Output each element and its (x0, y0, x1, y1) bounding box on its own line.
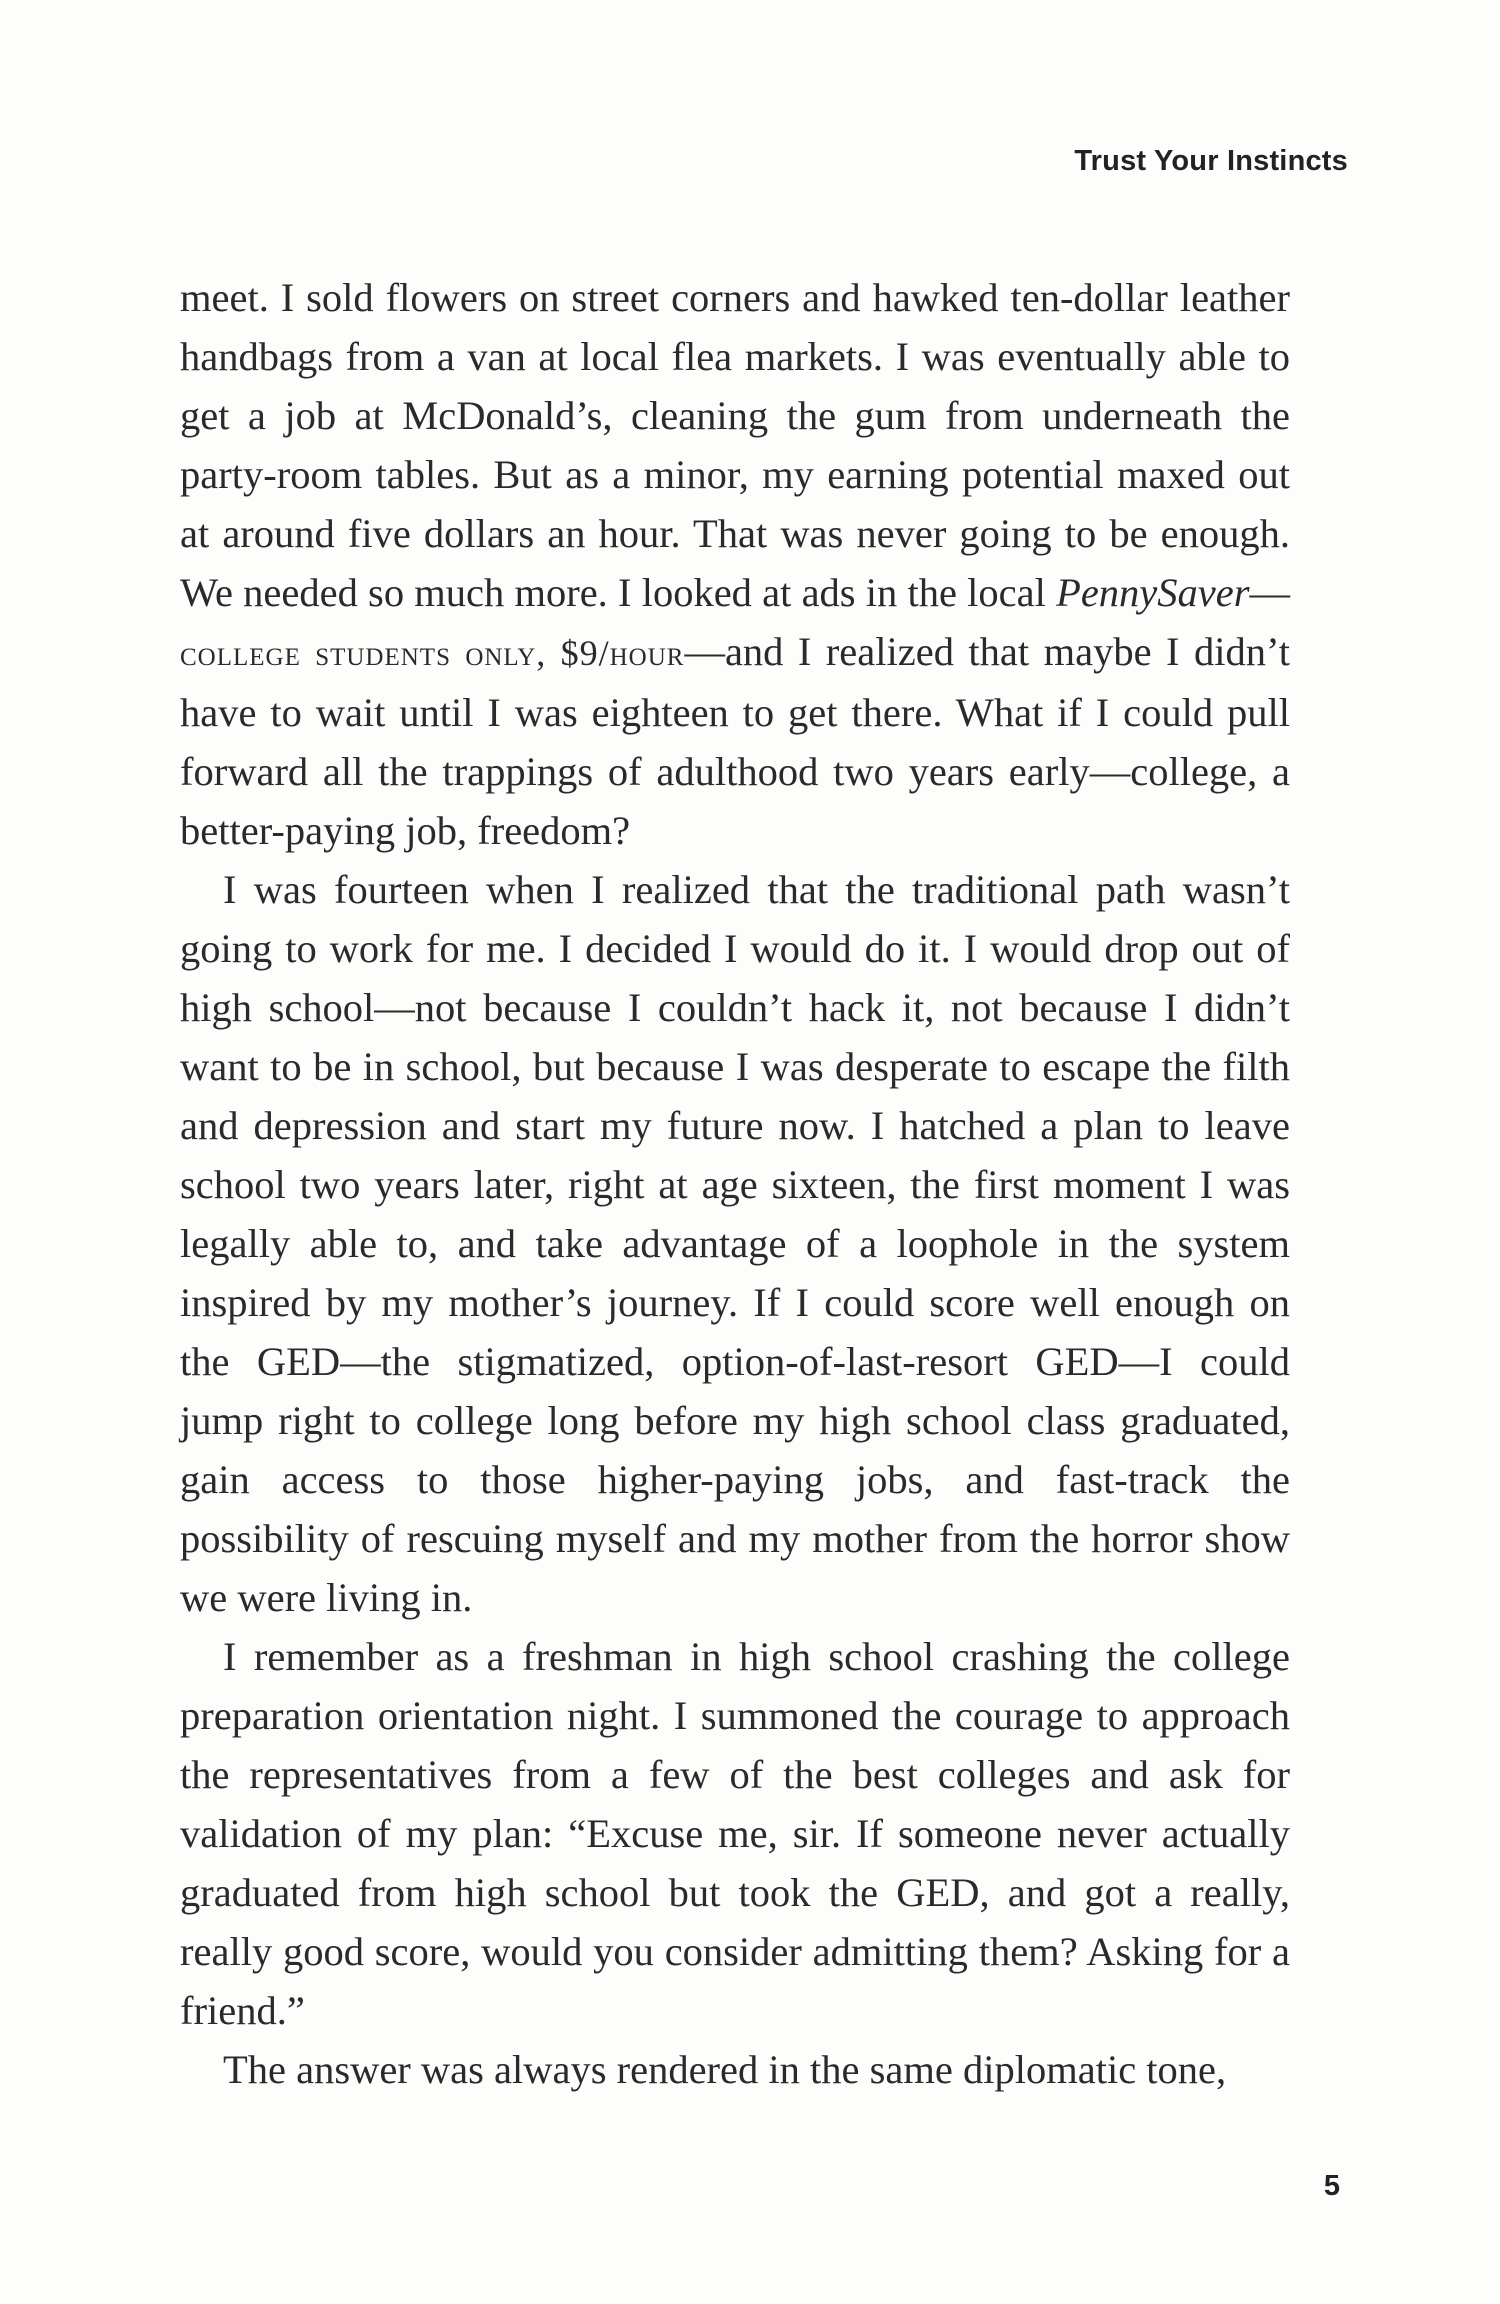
ad-text-smallcaps: college students only, $9/hour (180, 633, 685, 673)
page-number: 5 (1323, 2170, 1340, 2202)
body-text (180, 268, 1290, 2099)
paragraph-1-dash: — (1249, 570, 1290, 615)
running-head-title: Trust Your Instincts (1074, 145, 1348, 177)
paragraph-4: The answer was always rendered in the same diplomatic tone, (223, 2047, 1227, 2092)
paragraph-1 (180, 268, 1290, 860)
paragraph-1-text-b: —and I realized that maybe I didn’t have to wait until I was eighteen to get there. What if I could pull forward all the trappings of adulthood two years early—college, a better-paying job, freedom? (180, 629, 1290, 853)
paragraph-1-text-a: meet. I sold flowers on street corners and hawked ten-dollar leather handbags from a van at local flea markets. I was eventually able to get a job at McDonald’s, cleaning the gum from underneath the party-room tables. But as a minor, my earning potential maxed out at around five dollars an hour. That was never going to be enough. We needed so much more. I looked at ads in the local (180, 275, 1290, 615)
paragraph-2: I was fourteen when I realized that the traditional path wasn’t going to work for me. I decided I would do it. I would drop out of high school—not because I couldn’t hack it, not because I didn’t want to be in school, but because I was desperate to escape the filth and depression and start my future now. I hatched a plan to leave school two years later, right at age sixteen, the first moment I was legally able to, and take advantage of a loophole in the system inspired by my mother’s journey. If I could score well enough on the GED—the stigmatized, option-of-last-resort GED—I could jump right to college long before my high school class graduated, gain access to those higher-paying jobs, and fast-track the possibility of rescuing myself and my mother from the horror show we were living in. (180, 867, 1290, 1620)
pennysaver-title: PennySaver (1056, 570, 1250, 615)
paragraph-3: I remember as a freshman in high school crashing the college preparation orientation night. I summoned the courage to approach the representatives from a few of the best colleges and ask for validation of my plan: “Excuse me, sir. If someone never actually graduated from high school but took the GED, and got a really, really good score, would you consider admitting them? Asking for a friend.” (180, 1634, 1290, 2033)
